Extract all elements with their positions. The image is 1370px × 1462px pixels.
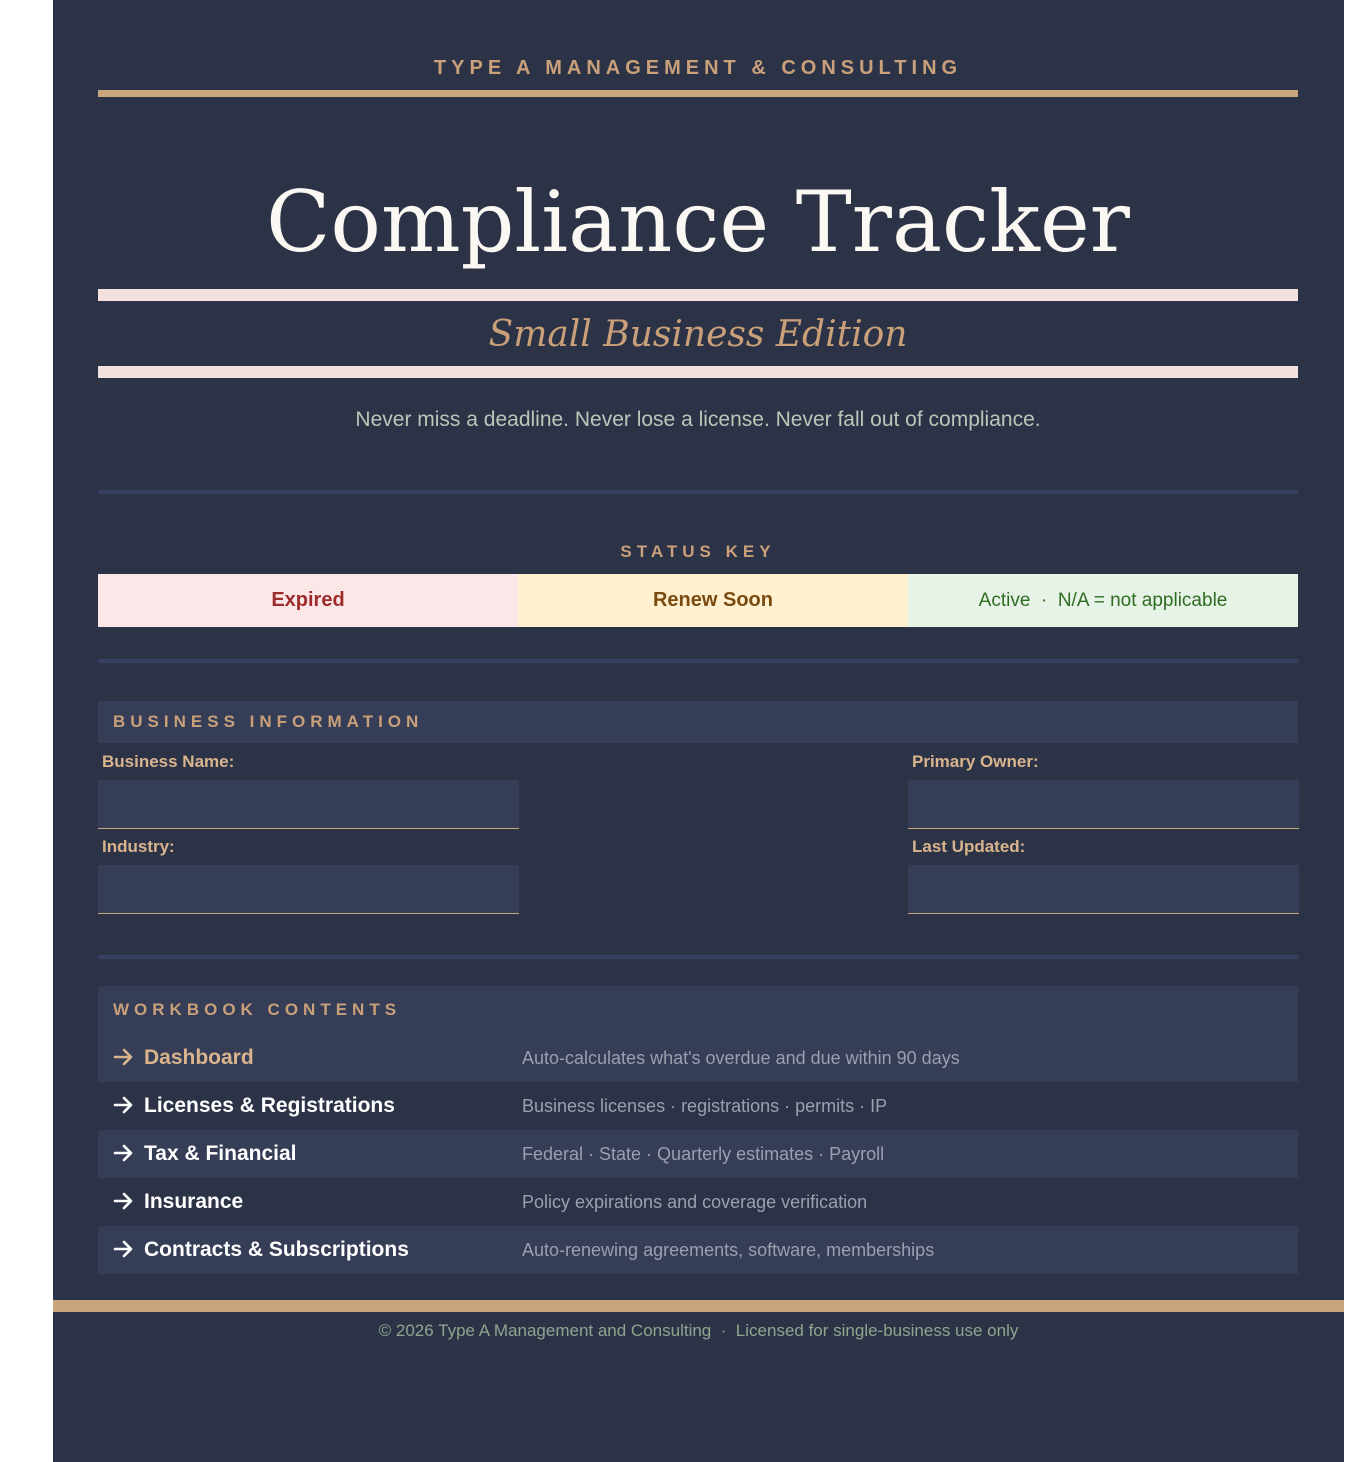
section-divider xyxy=(98,659,1298,663)
title-divider-bottom xyxy=(98,366,1298,378)
footer-divider xyxy=(53,1300,1344,1312)
tagline: Never miss a deadline. Never lose a license. Never fall out of compliance. xyxy=(355,408,1041,431)
toc-item-insurance[interactable] xyxy=(98,1178,1298,1226)
business-name-field[interactable] xyxy=(98,780,519,829)
toc-item-desc: Auto-renewing agreements, software, memberships xyxy=(522,1239,935,1260)
toc-item-tax[interactable] xyxy=(98,1130,1298,1178)
footer-text: © 2026 Type A Management and Consulting · Licensed for single-business use only xyxy=(378,1321,1019,1340)
last-updated-label: Last Updated: xyxy=(912,837,1026,856)
business-info-heading: BUSINESS INFORMATION xyxy=(113,712,424,731)
toc-item-desc: Auto-calculates what's overdue and due within 90 days xyxy=(522,1047,960,1068)
section-divider xyxy=(98,490,1298,494)
workbook-contents-header xyxy=(98,986,1298,1034)
toc-item-desc: Federal · State · Quarterly estimates · Payroll xyxy=(522,1143,885,1164)
page-subtitle: Small Business Edition xyxy=(488,314,908,355)
workbook-sheet xyxy=(53,0,1344,1462)
toc-item-licenses[interactable] xyxy=(98,1082,1298,1130)
toc-item-name: Tax & Financial xyxy=(144,1142,297,1165)
toc-item-name: Dashboard xyxy=(144,1046,254,1069)
toc-item-dashboard[interactable] xyxy=(98,1034,1298,1082)
toc-item-name: Contracts & Subscriptions xyxy=(144,1238,409,1261)
arrow-right-icon xyxy=(112,1237,136,1261)
arrow-right-icon xyxy=(112,1141,136,1165)
workbook-contents-heading: WORKBOOK CONTENTS xyxy=(113,1000,402,1019)
brand-name: TYPE A MANAGEMENT & CONSULTING xyxy=(433,57,963,79)
primary-owner-field[interactable] xyxy=(908,780,1299,829)
status-key xyxy=(98,574,1298,627)
toc-item-desc: Policy expirations and coverage verification xyxy=(522,1191,868,1212)
toc-item-name: Insurance xyxy=(144,1190,244,1213)
title-divider-top xyxy=(98,289,1298,301)
status-active: Active · N/A = not applicable xyxy=(908,574,1298,627)
section-divider xyxy=(98,955,1298,959)
arrow-right-icon xyxy=(112,1093,136,1117)
business-info-header xyxy=(98,701,1298,743)
arrow-right-icon xyxy=(112,1189,136,1213)
page-title: Compliance Tracker xyxy=(266,173,1130,271)
business-name-label: Business Name: xyxy=(102,752,235,771)
industry-field[interactable] xyxy=(98,865,519,914)
primary-owner-label: Primary Owner: xyxy=(912,752,1039,771)
toc-item-name: Licenses & Registrations xyxy=(144,1094,395,1117)
status-expired: Expired xyxy=(98,574,518,627)
last-updated-field[interactable] xyxy=(908,865,1299,914)
toc-item-desc: Business licenses · registrations · permits · IP xyxy=(522,1095,888,1116)
toc-item-contracts[interactable] xyxy=(98,1226,1298,1274)
arrow-right-icon xyxy=(112,1045,136,1069)
brand-divider xyxy=(98,90,1298,97)
industry-label: Industry: xyxy=(102,837,175,856)
status-renew-soon: Renew Soon xyxy=(518,574,908,627)
status-key-heading: STATUS KEY xyxy=(620,542,776,561)
